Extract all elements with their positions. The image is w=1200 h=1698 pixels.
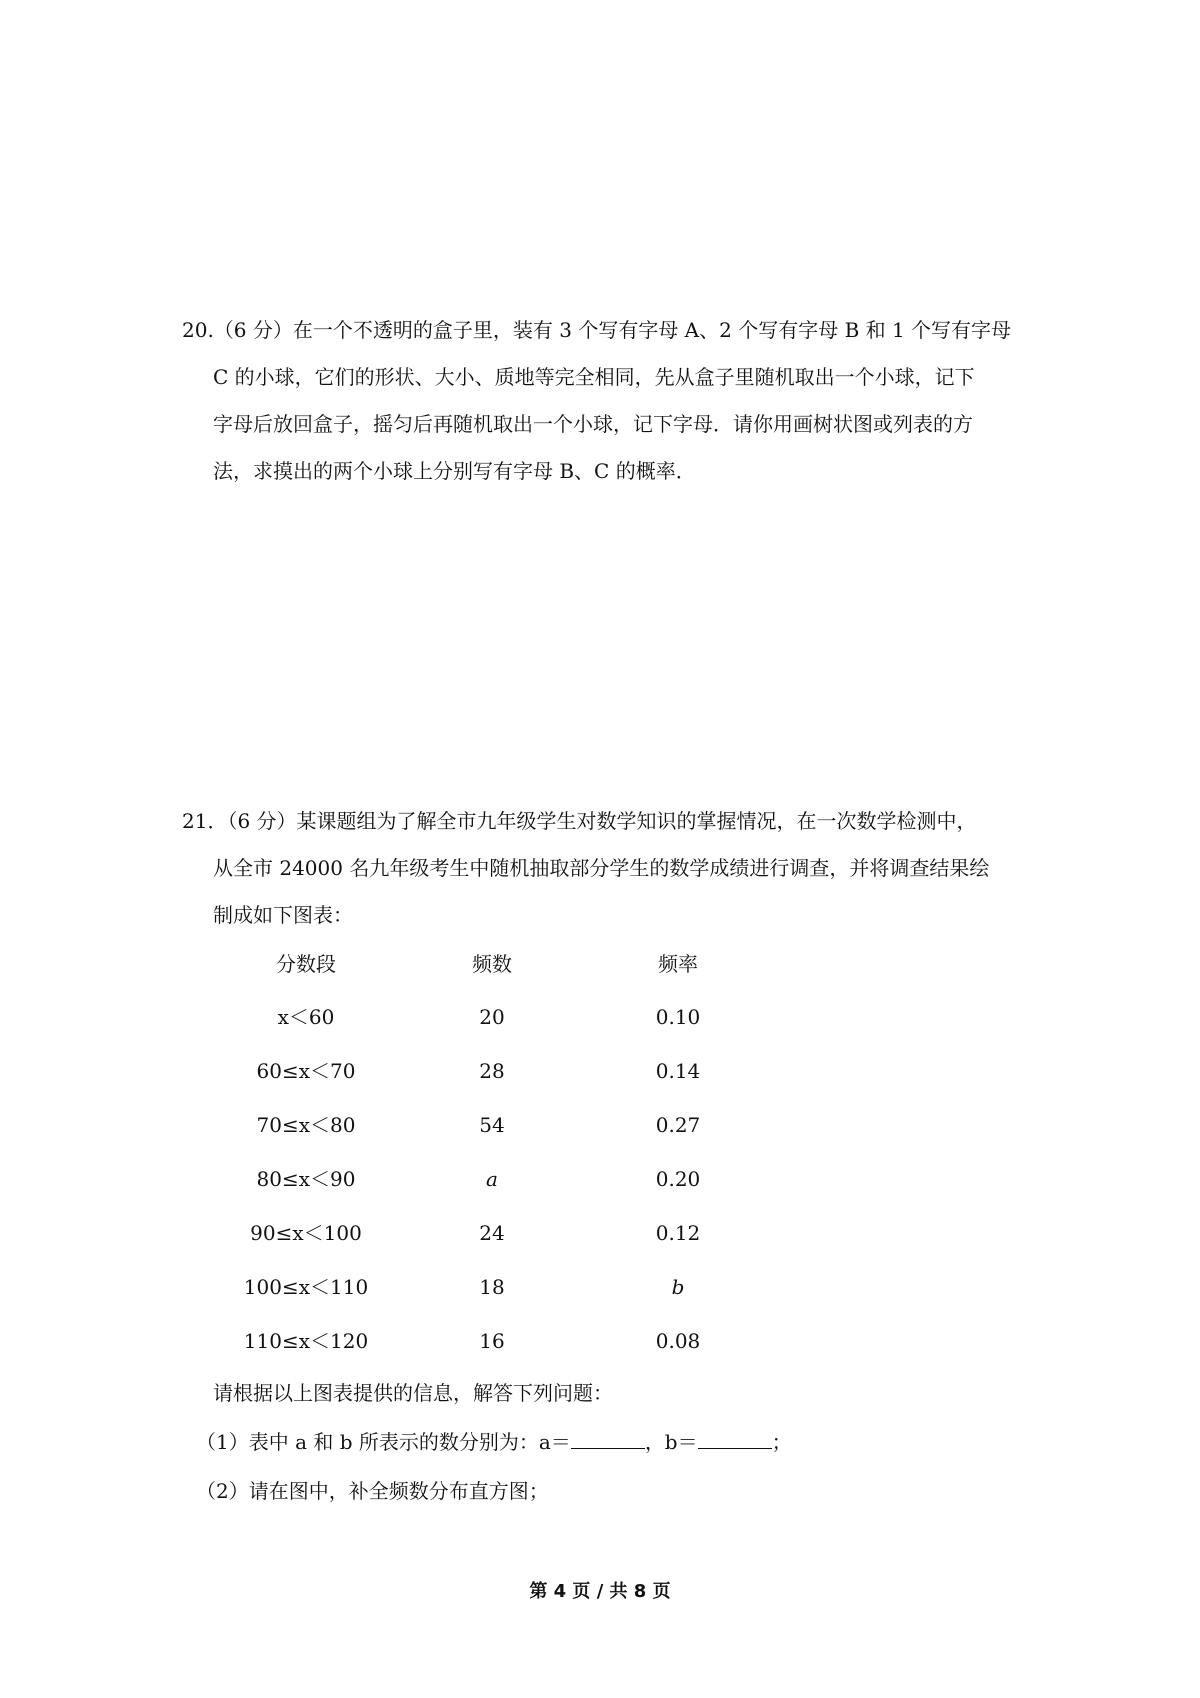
table-cell: 18 [479,1275,505,1299]
table-cell: 0.12 [655,1221,701,1245]
q21-line-1: 21．（6 分）某课题组为了解全市九年级学生对数学知识的掌握情况，在一次数学检测中， [182,809,977,833]
sub1-prefix: （1）表中 a 和 b 所表示的数分别为：a＝ [196,1430,571,1454]
table-header-rate: 频率 [658,952,698,976]
table-header-score: 分数段 [276,952,336,976]
q21-prompt: 请根据以上图表提供的信息，解答下列问题： [213,1381,613,1405]
table-cell: 90≤x＜100 [250,1221,362,1245]
answer-blank-b[interactable] [698,1428,772,1449]
table-cell: 28 [479,1059,505,1083]
table-cell: 70≤x＜80 [256,1113,356,1137]
table-cell: a [486,1167,498,1191]
answer-blank-a[interactable] [571,1428,645,1449]
q21-sub-1 [196,1428,792,1456]
table-cell: 54 [479,1113,505,1137]
table-cell: x＜60 [277,1005,335,1029]
table-cell: 0.08 [655,1329,701,1353]
table-cell: 0.27 [655,1113,701,1137]
sub1-mid: ，b＝ [644,1430,698,1454]
table-cell: 80≤x＜90 [256,1167,356,1191]
page-footer: 第 4 页 / 共 8 页 [529,1581,671,1602]
table-cell: 0.10 [655,1005,701,1029]
q21-sub-2: （2）请在图中，补全频数分布直方图； [196,1479,549,1503]
table-cell: b [671,1275,685,1299]
table-cell: 24 [479,1221,505,1245]
table-cell: 20 [479,1005,505,1029]
table-cell: 110≤x＜120 [243,1329,369,1353]
q21-line-2: 从全市 24000 名九年级考生中随机抽取部分学生的数学成绩进行调查，并将调查结果绘 [213,856,990,880]
table-cell: 0.20 [655,1167,701,1191]
table-cell: 16 [479,1329,505,1353]
q20-line-1: 20.（6 分）在一个不透明的盒子里，装有 3 个写有字母 A、2 个写有字母 B 和 1 个写有字母 [182,318,1012,342]
q20-line-3: 字母后放回盒子，摇匀后再随机取出一个小球，记下字母．请你用画树状图或列表的方 [213,412,973,436]
table-cell: 100≤x＜110 [243,1275,369,1299]
q21-line-3: 制成如下图表： [213,903,353,927]
q20-line-4: 法，求摸出的两个小球上分别写有字母 B、C 的概率． [213,459,696,483]
sub1-suffix: ； [771,1430,792,1454]
q20-line-2: C 的小球，它们的形状、大小、质地等完全相同，先从盒子里随机取出一个小球，记下 [213,365,975,389]
table-cell: 60≤x＜70 [256,1059,356,1083]
table-header-count: 频数 [472,952,512,976]
table-cell: 0.14 [655,1059,701,1083]
